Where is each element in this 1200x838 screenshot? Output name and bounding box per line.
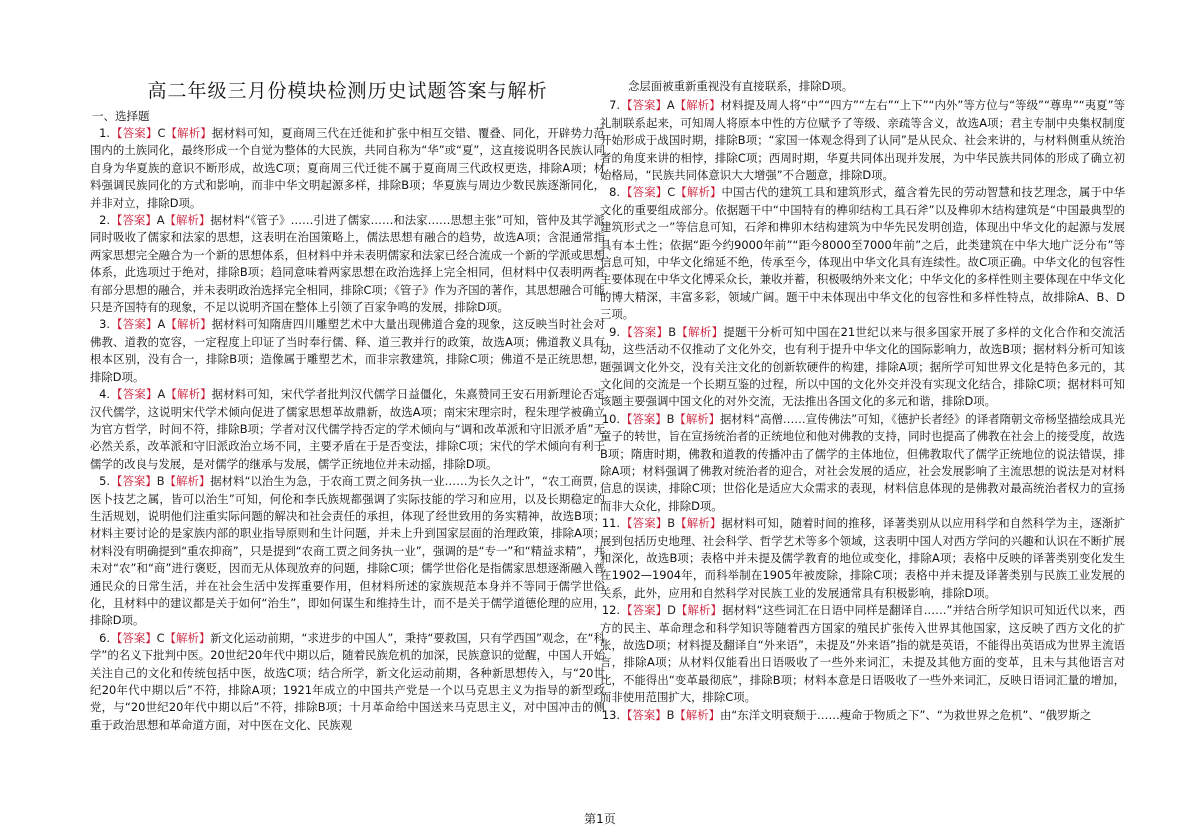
answer-tag: 【答案】: [621, 516, 668, 531]
analysis-text: 据材料可知，随着时间的推移，译著类别从以应用科学和自然科学为主，逐渐扩展到包括历史地理、社会科学、哲学艺术等多个领域，这表明中国人对西方学问的兴趣和认识在不断扩展和深化，故选B项；表格中并未提及儒学教育的地位或变化，排除A项；表格中反映的译著类别变化发生在1902—1904年，而科举制在1905年被废除，排除C项；表格中并未提及译著类别与民族工业发展的关系，此外，应用和自然科学对民族工业的发展通常具有积极影响，排除D项。: [600, 516, 1125, 600]
analysis-text: 新文化运动前期，“求进步的中国人”，秉持“要救国，只有学西国”观念，在“科学”的名义下批判中医。20世纪20年代中期以后，随着民族危机的加深，民族意识的觉醒，中国人开始关注自己的文化和传统包括中医，故选C项；结合所学，新文化运动前期，各种新思想传入，与“20世纪20年代中期以后”不符，排除A项；1921年成立的中国共产党是一个以马克思主义为指导的新型政党，与“20世纪20年代中期以后”不符，排除B项；十月革命给中国送来马克思主义，对中国冲击的侧重于政治思想和革命道方面，对中医在文化、民族观: [90, 630, 605, 732]
answer-letter: A: [156, 213, 165, 228]
analysis-tag: 【解析】: [164, 474, 211, 489]
question-number: 5.: [99, 474, 110, 489]
answer-letter: B: [668, 324, 677, 339]
page-number: 第1页: [584, 812, 616, 826]
answer-item: [90, 125, 605, 212]
answer-tag: 【答案】: [621, 707, 667, 722]
analysis-text: 提题干分析可知中国在21世纪以来与很多国家开展了多样的文化合作和交流活动，这些活动不仅推动了文化外交，也有利于提升中华文化的国际影响力，故选B项；据材料分析可知该题强调文化外交，没有关注文化的创新软硬件的构建，排除A项；据所学可知世界文化是特色多元的，其文化间的交流是一个长期互鉴的过程，所以中国的文化外交并没有实现文化结合，排除C项；据材料可知该题主要强调中国文化的对外交流，无法推出各国文化的多元和谐，排除D项。: [600, 324, 1125, 409]
analysis-text: 由“东洋文明衰颓于……瘦命于物质之下”、“为救世界之危机”、“俄罗斯之: [719, 707, 1092, 722]
answer-letter: B: [667, 516, 676, 531]
question-number: 2.: [99, 213, 110, 228]
answer-tag: 【答案】: [621, 411, 667, 426]
question-number: 13.: [601, 707, 620, 722]
left-item-list: [90, 125, 605, 734]
question-number: 3.: [99, 317, 110, 332]
question-number: 4.: [99, 387, 110, 402]
page-title: 高二年级三月份模块检测历史试题答案与解析: [147, 80, 548, 102]
answer-item: [90, 630, 605, 734]
question-number: 1.: [99, 126, 110, 140]
answer-letter: B: [666, 411, 675, 426]
answer-letter: C: [667, 185, 676, 200]
question-number: 8.: [609, 185, 620, 200]
analysis-text: 据材料可知，宋代学者批判汉代儒学日益僵化，朱熹赞同王安石用新理论否定汉代儒学，这说明宋代学术倾向促进了儒家思想革故鼎新，故选A项；南宋宋理宗时，程朱理学被确立为官方哲学，时间不符，排除B项；学者对汉代儒学持否定的学术倾向与“调和改革派和守旧派矛盾”无必然关系，改革派和守旧派政治立场不同，主要矛盾在于是否变法，排除C项；宋代的学术倾向有利于儒学的改良与发展，是对儒学的继承与发展，儒学正统地位并未动摇，排除D项。: [90, 387, 605, 471]
continued-text: 念层面被重新重视没有直接联系，排除D项。: [628, 79, 854, 93]
analysis-text: 据材料可知，夏商周三代在迁徙和扩张中相互交错、覆叠、同化，开辟势力范围内的土族同化，最终形成一个自觉为整体的大民族，共同自称为“华”或“夏”，这直接说明各民族认同自身为华夏族的意识不断形成，故选C项；夏商周三代迁徙不属于夏商周三代政权更迭，排除A项；材料强调民族同化的方式和影响，而非中华文明起源多样，排除B项；华夏族与周边少数民族逐渐同化，并非对立，排除D项。: [90, 126, 605, 210]
answer-letter: B: [156, 474, 165, 489]
right-column: [600, 78, 1125, 838]
answer-letter: C: [157, 126, 166, 140]
answer-item: [600, 411, 1125, 515]
question-number: 7.: [609, 98, 620, 113]
answer-item: [600, 324, 1125, 411]
left-column: [90, 78, 605, 838]
answer-letter: D: [667, 603, 676, 618]
analysis-tag: 【解析】: [164, 213, 211, 228]
analysis-text: 据材料“《管子》……引进了儒家……和法家……思想主张”可知，管仲及其学派同时吸收了儒家和法家的思想，这表明在治国策略上，儒法思想有融合的趋势，故选A项；含混通常指两家思想完全融合为一个新的思想体系，但材料中并未表明儒家和法家已经合流成一个新的学派或思想体系，此选项过于绝对，排除B项；趋同意味着两家思想在政治选择上完全相同，但材料中仅表明两者有部分思想的融合，并未表明政治选择完全相同，排除C项；《管子》作为齐国的著作，其思想融合可能只是齐国特有的现象，不足以说明齐国在整体上引领了百家争鸣的发展，排除D项。: [90, 213, 605, 315]
analysis-tag: 【解析】: [675, 516, 722, 531]
answer-item: [600, 97, 1125, 184]
answer-letter: B: [666, 707, 675, 722]
analysis-tag: 【解析】: [676, 324, 724, 339]
answer-letter: A: [157, 387, 166, 402]
answer-item: [90, 212, 605, 316]
analysis-text: 中国古代的建筑工具和建筑形式，蕴含着先民的劳动智慧和技艺理念，属于中华文化的重要组成部分。依据题干中“中国特有的榫卯结构工具石斧”以及榫卯木结构建筑是“中国最典型的建筑形式之一”等信息可知，石斧和榫卯木结构建筑为中华先民发明创造，体现出中华文化的起源与发展具有本土性；依据“距今约9000年前”“距今8000至7000年前”之后，此类建筑在中华大地广泛分布”等信息可知，中华文化绵延不绝，传承至今，体现出中华文化具有连续性。故C项正确。中华文化的包容性主要体现在中华文化博采众长，兼收并蓄，积极吸纳外来文化；中华文化的多样性则主要体现在中华文化的博大精深，丰富多彩，领域广阔。题干中未体现出中华文化的包容性和多样性特点，故排除A、B、D三项。: [600, 185, 1125, 322]
answer-item: [600, 602, 1125, 706]
answer-tag: 【答案】: [621, 603, 668, 618]
answer-item: [600, 184, 1125, 323]
answer-letter: C: [156, 630, 165, 645]
analysis-tag: 【解析】: [164, 630, 211, 645]
answer-tag: 【答案】: [621, 185, 668, 200]
answer-tag: 【答案】: [621, 324, 669, 339]
answer-item: [90, 473, 605, 630]
analysis-tag: 【解析】: [165, 126, 212, 140]
question-number: 11.: [601, 516, 620, 531]
answer-tag: 【答案】: [111, 630, 157, 645]
answer-item: [600, 707, 1125, 724]
answer-tag: 【答案】: [621, 98, 667, 113]
answer-tag: 【答案】: [111, 474, 157, 489]
section-heading: 一、选择题: [92, 109, 150, 123]
analysis-text: 据材料“这些词汇在日语中同样是翻译自……”并结合所学知识可知近代以来，西方的民主、革命理念和科学知识等随着西方国家的殖民扩张传入世界其他国家，这反映了西方文化的扩张，故选D项；材料提及翻译自“外来语”，未提及“外来语”指的就是英语，不能得出英语成为世界主流语言，排除A项；从材料仅能看出日语吸收了一些外来词汇，未提及其他方面的变革，且未与其他语言对比，不能得出“变革最彻底”，排除B项；材料本意是日语吸收了一些外来词汇，反映日语词汇量的增加，而非使用范围扩大，排除C项。: [600, 603, 1125, 705]
analysis-tag: 【解析】: [674, 411, 721, 426]
analysis-tag: 【解析】: [675, 603, 723, 618]
analysis-text: 据材料可知隋唐四川雕塑艺术中大量出现佛道合龛的现象，这反映当时社会对佛教、道教的宽容，一定程度上印证了当时奉行儒、释、道三教并行的政策，故选A项；佛道教义具有根本区别，没有合一，排除B项；造像属于雕塑艺术，而非宗教建筑，排除C项；佛道不是正统思想，排除D项。: [90, 317, 605, 384]
answer-tag: 【答案】: [111, 317, 158, 332]
question-number: 9.: [609, 324, 620, 339]
analysis-tag: 【解析】: [674, 98, 721, 113]
answer-letter: A: [157, 317, 166, 332]
analysis-tag: 【解析】: [674, 707, 720, 722]
question-number: 6.: [99, 630, 110, 645]
answer-item: [90, 316, 605, 386]
answer-item: [600, 515, 1125, 602]
analysis-text: 据材料“以治生为急，于农商工贾之间务执一业……为长久之计”，“农工商贾，医卜技艺之属，皆可以治生”可知，何伦和李氏族规都强调了实际技能的学习和应用，以及长期稳定的生活规划，说明他们注重实际问题的解决和社会责任的承担，体现了经世致用的务实精神，故选B项；材料主要讨论的是家族内部的职业指导原则和生计问题，并未上升到国家层面的治理政策，排除A项；材料没有明确提到“重农抑商”，只是提到“农商工贾之间务执一业”，强调的是“专一”和“精益求精”，并未对“农”和“商”进行褒贬，因而无从体现放弃的问题，排除C项；儒学世俗化是指儒家思想逐渐融入普通民众的日常生活，并在社会生活中发挥重要作用，但材料所述的家族规范本身并不等同于儒学世俗化，且材料中的建议都是关于如何“治生”，即如何谋生和维持生计，而不是关于儒学道德伦理的应用，排除D项。: [90, 474, 605, 628]
right-item-list: [600, 97, 1125, 724]
analysis-tag: 【解析】: [165, 317, 212, 332]
question-number: 12.: [601, 603, 620, 618]
analysis-tag: 【解析】: [675, 185, 722, 200]
answer-tag: 【答案】: [111, 213, 157, 228]
answer-tag: 【答案】: [111, 387, 158, 402]
analysis-text: 据材料“高僧……宣传佛法”可知，《德护长者经》的译者隋朝文帝杨坚描绘成具光童子的转世，旨在宣扬统治者的正统地位和他对佛教的支持，同时也提高了佛教在社会上的接受度，故选B项；隋唐时期，佛教和道教的传播冲击了儒学的主体地位，但佛教取代了儒学正统地位的说法错误，排除A项；材料强调了佛教对统治者的迎合，对社会发展的适应，社会发展影响了主流思想的说法是对材料信息的误读，排除C项；世俗化是适应大众需求的表现，材料信息体现的是佛教对最高统治者权力的宣扬而非大众化，排除D项。: [600, 411, 1125, 513]
analysis-tag: 【解析】: [165, 387, 212, 402]
question-number: 10.: [601, 411, 620, 426]
answer-item: [90, 386, 605, 473]
analysis-text: 材料提及周人将“中”“四方”“左右”“上下”“内外”等方位与“等级”“尊卑”“夷夏”等礼制联系起来，可知周人将原本中性的方位赋予了等级、亲疏等含义，故选A项；君主专制中央集权制度开始形成于战国时期，排除B项；“家国一体观念得到了认同”是从民众、社会来讲的，与材料侧重从统治者的角度来讲的相悖，排除C项；西周时期，华夏共同体出现并发展，为中华民族共同体的形成了确立初始格局，“民族共同体意识大大增强”不合题意，排除D项。: [600, 98, 1125, 183]
answer-tag: 【答案】: [111, 126, 158, 140]
answer-letter: A: [666, 98, 675, 113]
